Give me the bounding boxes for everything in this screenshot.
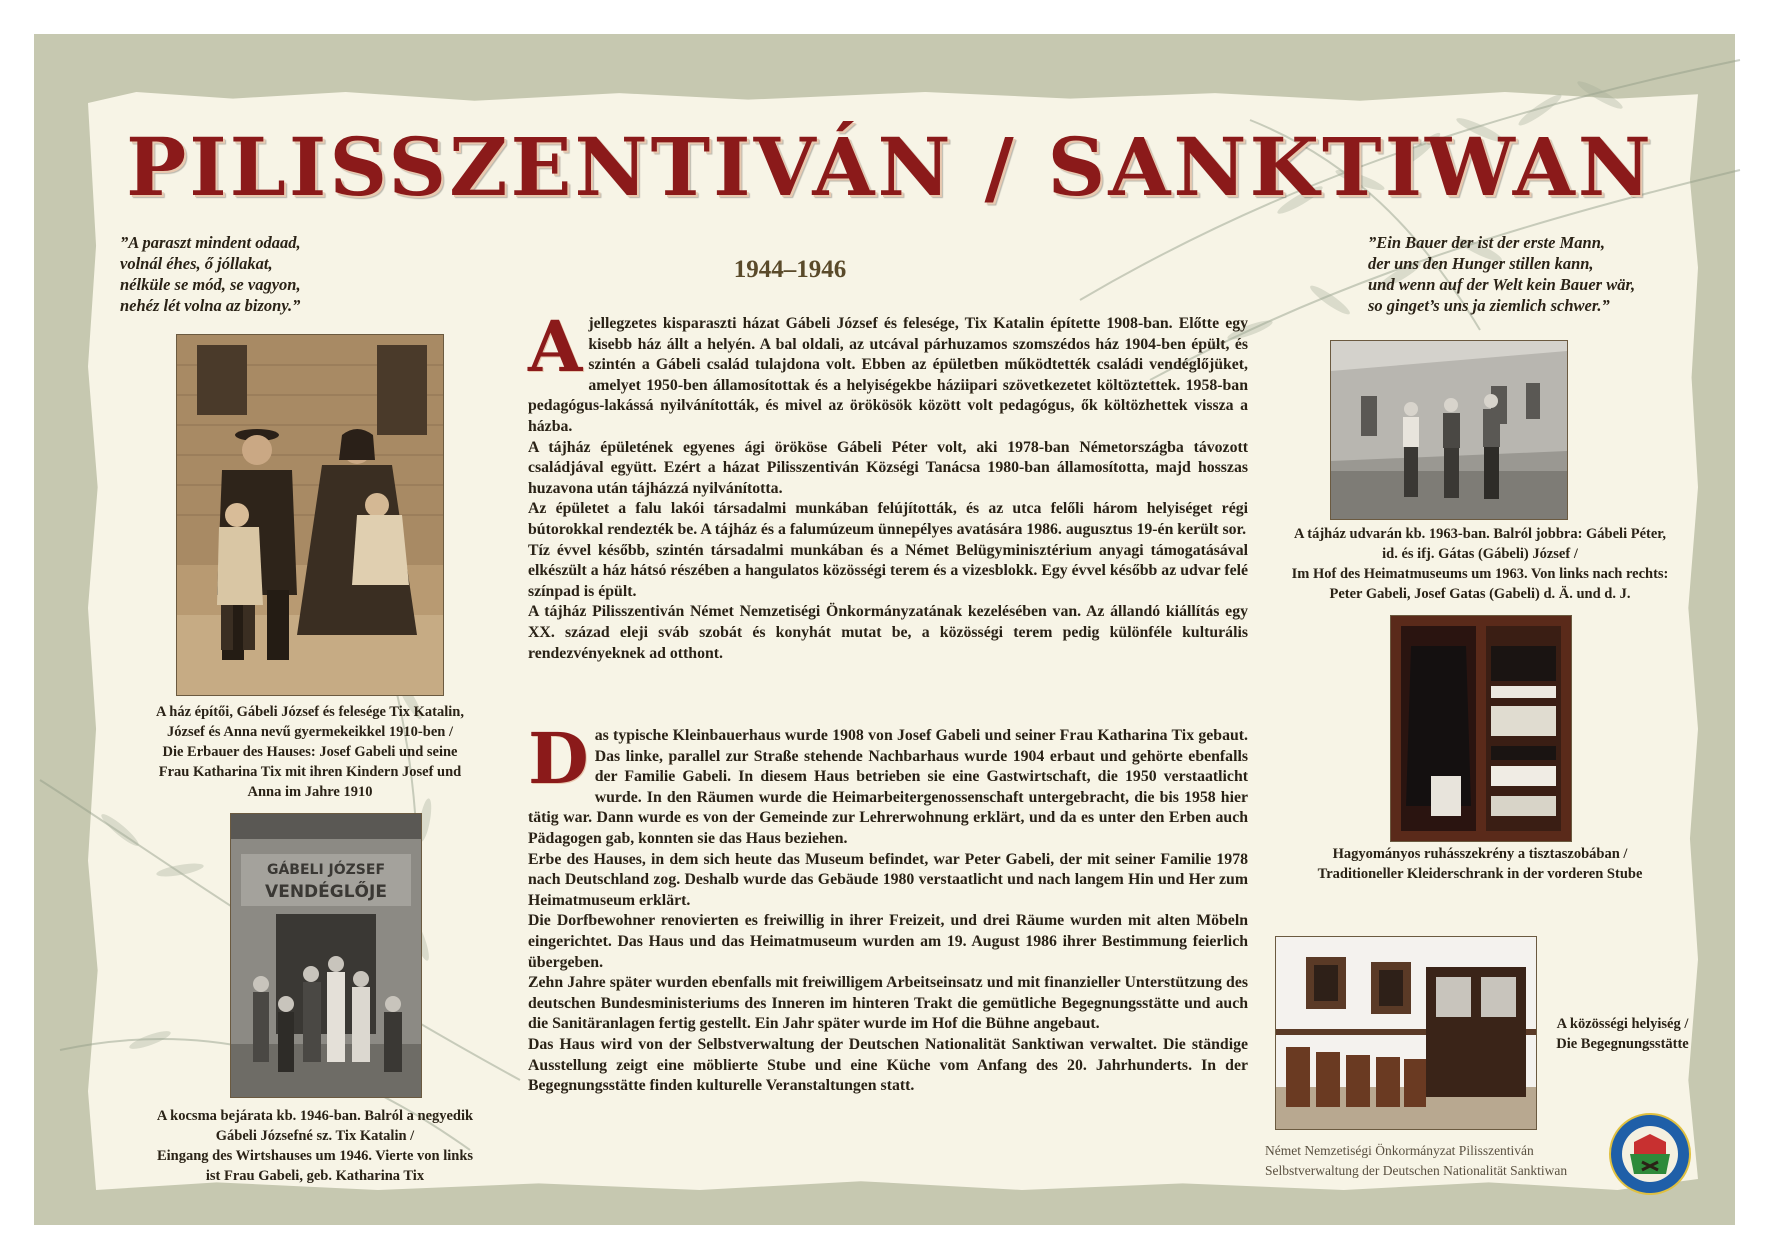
paragraph: Die Dorfbewohner renovierten es freiwillig in ihrer Freizeit, und drei Räume wurden mit alten Möbeln eingerichtet. Das Haus und das Heimatmuseum wurden am 19. August 1986 ihrer Bestimmung feierlich übergeben.	[528, 912, 1248, 971]
footer-line-hungarian: Német Nemzetiségi Önkormányzat Pilisszentiván	[1265, 1143, 1534, 1158]
quote-line: volnál éhes, ő jóllakat,	[120, 254, 273, 273]
caption-pub	[130, 1106, 500, 1186]
paragraph: Erbe des Hauses, in dem sich heute das Museum befindet, war Peter Gabeli, der mit seiner Familie 1978 nach Deutschland zog. Deshalb wurde das Gebäude 1980 verstaatlicht und nach langem Hin und Her zum Heimatmuseum erklärt.	[528, 850, 1248, 909]
paragraph: as typische Kleinbauerhaus wurde 1908 von Josef Gabeli und seiner Frau Katharina Tix gebaut. Das linke, parallel zur Straße stehende Nachbarhaus wurde 1904 erbaut und gehörte ebenfalls der Familie Gabeli. In diesem Haus betrieben sie eine Gastwirtschaft, die 1950 verstaatlicht wurde. In den Räumen wurde die Heimarbeitergenossenschaft untergebracht, die bis 1958 hier tätig war. Dann wurde es von der Gemeinde zur Lehrerwohnung erklärt, und da es unter den Erben auch Pädagogen gab, konnten sie das Haus beziehen.	[528, 727, 1248, 847]
caption-family	[120, 702, 500, 802]
photo-family-1910	[176, 334, 444, 696]
caption-hall	[1540, 1014, 1705, 1054]
caption-line: Hagyományos ruhásszekrény a tisztaszobában /	[1332, 846, 1628, 862]
caption-line: Anna im Jahre 1910	[247, 784, 373, 800]
pub-sign-line: VENDÉGLŐJE	[265, 882, 387, 902]
caption-line: József és Anna nevű gyermekeikkel 1910-ben /	[167, 724, 453, 740]
caption-line: ist Frau Gabeli, geb. Katharina Tix	[205, 1168, 425, 1184]
photo-courtyard-1963	[1330, 340, 1568, 520]
quote-german	[1368, 232, 1708, 316]
quote-line: ”Ein Bauer der ist der erste Mann,	[1368, 233, 1605, 252]
caption-line: A tájház udvarán kb. 1963-ban. Balról jobbra: Gábeli Péter,	[1293, 526, 1667, 542]
quote-line: und wenn auf der Welt kein Bauer wär,	[1368, 275, 1636, 294]
caption-line: Frau Katharina Tix mit ihren Kindern Josef und	[158, 764, 462, 780]
quote-hungarian	[120, 232, 420, 316]
quote-line: ”A paraszt mindent odaad,	[120, 233, 301, 252]
municipality-emblem-icon	[1608, 1112, 1692, 1196]
footer-line-german: Selbstverwaltung der Deutschen Nationalität Sanktiwan	[1265, 1163, 1568, 1178]
caption-wardrobe	[1270, 844, 1690, 884]
caption-line: Die Begegnungsstätte	[1556, 1036, 1689, 1052]
caption-line: Eingang des Wirtshauses um 1946. Vierte von links	[156, 1148, 474, 1164]
years-subtitle: 1944–1946	[733, 256, 847, 283]
caption-line: Die Erbauer des Hauses: Josef Gabeli und seine	[162, 744, 458, 760]
paragraph: A tájház Pilisszentiván Német Nemzetiségi Önkormányzatának kezelésében van. Az állandó kiállítás egy XX. század eleji sváb szobát és konyhát mutat be, a közösségi terem pedig különféle kulturális rendezvényeknek ad otthont.	[528, 603, 1248, 662]
paragraph: Zehn Jahre später wurden ebenfalls mit freiwilligem Arbeitseinsatz und mit finanzieller Unterstützung des deutschen Bundesministeriums des Inneren im hinteren Trakt die gemütliche Begegnungsstätte und auch die Sanitäranlagen fertig gestellt. Ein Jahr später wurde im Hof die Bühne angebaut.	[528, 974, 1248, 1033]
caption-courtyard	[1270, 524, 1690, 604]
caption-line: id. és ifj. Gátas (Gábeli) József /	[1382, 546, 1578, 562]
caption-line: Peter Gabeli, Josef Gatas (Gabeli) d. Ä. und d. J.	[1329, 586, 1631, 602]
poster-title: PILISSZENTIVÁN / SANKTIWAN	[126, 120, 1654, 214]
photo-community-hall	[1275, 936, 1537, 1130]
german-text	[528, 717, 1248, 1097]
quote-line: der uns den Hunger stillen kann,	[1368, 254, 1594, 273]
dropcap-d: D	[528, 717, 589, 800]
paragraph: Das Haus wird von der Selbstverwaltung der Deutschen Nationalität Sanktiwan verwaltet. Die ständige Ausstellung zeigt eine möblierte Stube und eine Küche vom Anfang des 20. Jahrhunderts. In der Begegnungsstätte finden kulturelle Veranstaltungen statt.	[528, 1035, 1248, 1095]
quote-line: so ginget’s uns ja ziemlich schwer.”	[1368, 296, 1610, 315]
caption-line: Traditioneller Kleiderschrank in der vorderen Stube	[1317, 866, 1643, 882]
photo-pub-1946	[230, 813, 422, 1098]
caption-line: A kocsma bejárata kb. 1946-ban. Balról a negyedik	[156, 1108, 474, 1124]
paragraph: A tájház épületének egyenes ági örököse Gábeli Péter volt, aki 1978-ban Németországba távozott családjával együtt. Ezért a házat Pilisszentiván Községi Tanácsa 1980-ban államosította, majd hosszas huzavona után tájházzá nyilvánította.	[528, 438, 1248, 497]
paragraph: Az épületet a falu lakói társadalmi munkában felújították, és az utca felőli három helyiséget régi bútorokkal rendezték be. A tájház és a falumúzeum ünnepélyes avatására 1986. augusztus 19-én került sor.	[528, 500, 1248, 538]
paragraph: jellegzetes kisparaszti házat Gábeli József és felesége, Tix Katalin építette 1908-ban. Előtte egy kisebb ház állt a helyén. A bal oldali, az utcával párhuzamos szomszédos ház 1904-ben épült, és szintén a Gábeli család tulajdona volt. Ebben az épületben működtették családi vendéglőjüket, amelyet 1950-ben államosítottak és a helyiségekbe háziipari szövetkezetet költöztettek. 1958-ban pedagógus-lakássá nyilvánították, és mivel az örökösök között volt pedagógus, ők költözhettek vissza a házba.	[528, 315, 1248, 435]
paragraph: Tíz évvel később, szintén társadalmi munkában és a Német Belügyminisztérium anyagi támogatásával elkészült a ház hátsó részében a hangulatos közösségi terem és a vizesblokk. Egy évvel később az udvar felé színpad is épült.	[528, 541, 1248, 600]
caption-line: Gábeli Józsefné sz. Tix Katalin /	[215, 1128, 415, 1144]
pub-sign-line: GÁBELI JÓZSEF	[266, 862, 386, 878]
dropcap-a: A	[528, 305, 583, 388]
hungarian-text	[528, 305, 1248, 664]
caption-line: Im Hof des Heimatmuseums um 1963. Von links nach rechts:	[1291, 566, 1669, 582]
caption-line: A ház építői, Gábeli József és felesége Tix Katalin,	[156, 704, 464, 720]
quote-line: nélküle se mód, se vagyon,	[120, 275, 301, 294]
quote-line: nehéz lét volna az bizony.”	[120, 296, 301, 315]
photo-wardrobe	[1390, 615, 1572, 842]
caption-line: A közösségi helyiség /	[1556, 1016, 1689, 1032]
